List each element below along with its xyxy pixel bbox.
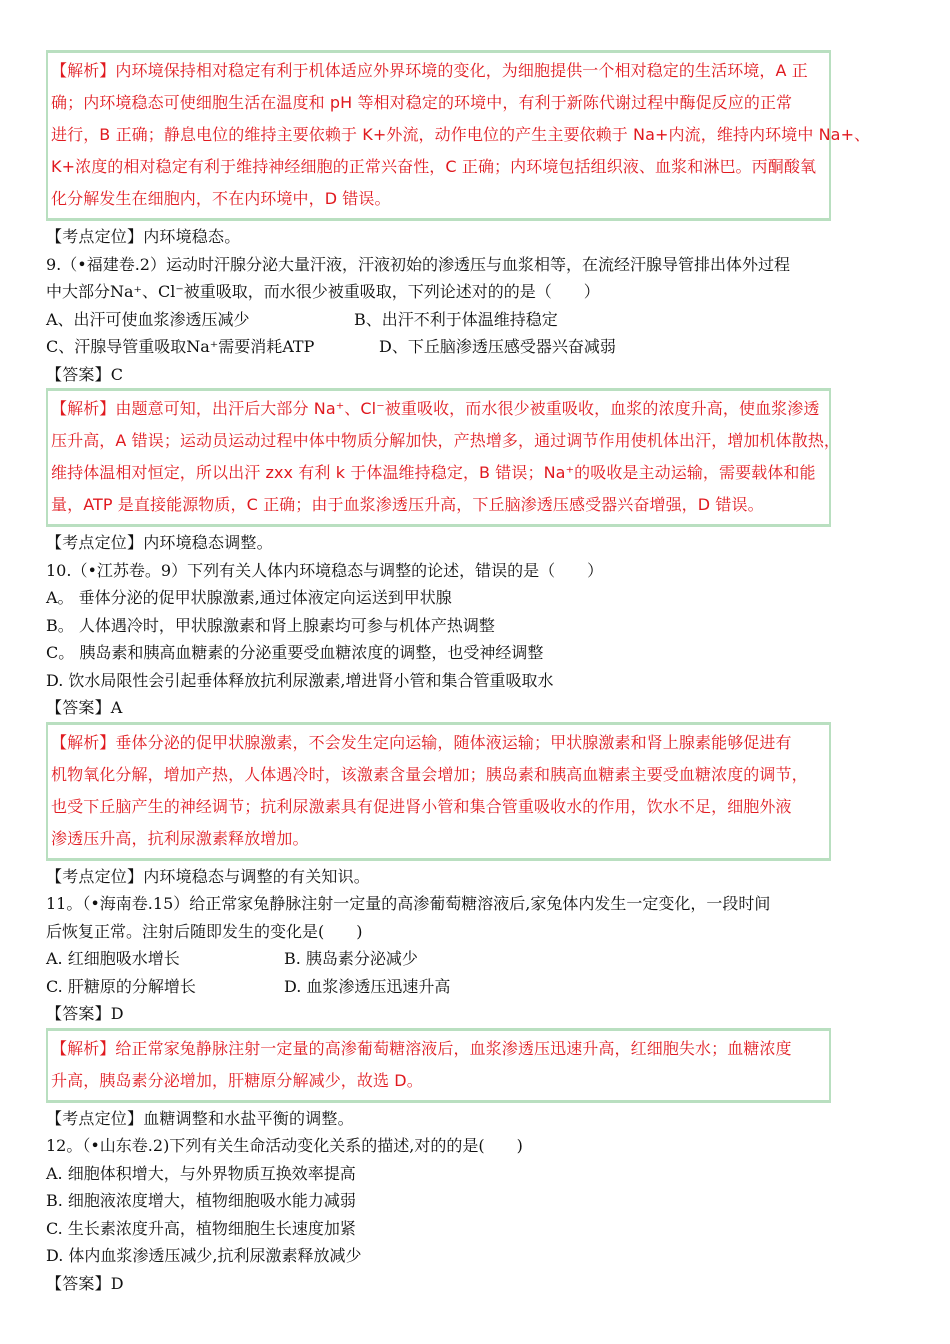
analysis-line: 渗透压升高，抗利尿激素释放增加。 <box>51 828 309 848</box>
analysis-line: 确；内环境稳态可使细胞生活在温度和 pH 等相对稳定的环境中，有利于新陈代谢过程中酶促反应的正常 <box>51 93 793 112</box>
option-a: A. 细胞体积增大，与外界物质互换效率提高 <box>46 1163 356 1183</box>
question-10-stem: 10.（•江苏卷。9）下列有关人体内环境稳态与调整的论述，错误的是（ ） <box>46 560 604 580</box>
analysis-line: 【解析】内环境保持相对稳定有利于机体适应外界环境的变化，为细胞提供一个相对稳定的生活环境，A 正 <box>51 61 808 80</box>
analysis-line: 【解析】给正常家兔静脉注射一定量的高渗葡萄糖溶液后，血浆渗透压迅速升高，红细胞失水；血糖浓度 <box>51 1038 792 1058</box>
option-b: B。 人体遇冷时，甲状腺激素和肾上腺素均可参与机体产热调整 <box>46 615 495 635</box>
answer-q9: 【答案】C <box>46 364 124 384</box>
question-9-options-row <box>46 306 906 334</box>
analysis-line: 机物氧化分解，增加产热，人体遇冷时，该激素含量会增加；胰岛素和胰高血糖素主要受血糖浓度的调节， <box>51 764 808 784</box>
option-a: A、出汗可使血浆渗透压减少 <box>46 309 250 329</box>
option-d: D. 体内血浆渗透压减少,抗利尿激素释放减少 <box>46 1246 362 1265</box>
option-d: D. 饮水局限性会引起垂体释放抗利尿激素,增进肾小管和集合管重吸取水 <box>46 670 554 690</box>
option-b: B. 细胞液浓度增大，植物细胞吸水能力减弱 <box>46 1191 356 1210</box>
analysis-line: 【解析】垂体分泌的促甲状腺激素，不会发生定向运输，随体液运输；甲状腺激素和肾上腺素能够促进有 <box>51 732 792 752</box>
key-point-q9: 【考点定位】内环境稳态调整。 <box>46 533 273 552</box>
document-page <box>46 50 906 1297</box>
analysis-box-q10 <box>46 722 831 861</box>
option-c: C. 生长素浓度升高，植物细胞生长速度加紧 <box>46 1218 356 1238</box>
key-point-q8: 【考点定位】内环境稳态。 <box>46 227 241 246</box>
analysis-line: 也受下丘脑产生的神经调节；抗利尿激素具有促进肾小管和集合管重吸收水的作用，饮水不足，细胞外液 <box>51 796 792 816</box>
option-b: B. 胰岛素分泌减少 <box>284 949 418 968</box>
question-9-stem: 9.（•福建卷.2）运动时汗腺分泌大量汗液，汗液初始的渗透压与血浆相等，在流经汗腺导管排出体外过程 <box>46 254 790 274</box>
key-point-q11: 【考点定位】血糖调整和水盐平衡的调整。 <box>46 1108 354 1128</box>
answer-q12: 【答案】D <box>46 1273 124 1293</box>
question-11-options-row <box>46 945 906 973</box>
option-c: C. 肝糖原的分解增长 <box>46 976 196 996</box>
analysis-box-q8 <box>46 50 871 221</box>
analysis-box-q11 <box>46 1028 831 1103</box>
option-a: A。 垂体分泌的促甲状腺激素,通过体液定向运送到甲状腺 <box>46 588 452 607</box>
option-c: C、汗腺导管重吸取Na⁺需要消耗ATP <box>46 337 315 356</box>
question-11-stem: 后恢复正常。注射后随即发生的变化是( ) <box>46 921 363 941</box>
question-9-options-row <box>46 333 906 361</box>
question-11-stem: 11。（•海南卷.15）给正常家兔静脉注射一定量的高渗葡萄糖溶液后,家兔体内发生一定变化，一段时间 <box>46 894 771 913</box>
analysis-line: 【解析】由题意可知，出汗后大部分 Na⁺、Cl⁻被重吸收，而水很少被重吸收，血浆的浓度升高，使血浆渗透 <box>51 399 820 418</box>
answer-q11: 【答案】D <box>46 1004 124 1023</box>
analysis-line: K+浓度的相对稳定有利于维持神经细胞的正常兴奋性，C 正确；内环境包括组织液、血浆和淋巴。丙酮酸氧 <box>51 157 817 176</box>
option-a: A. 红细胞吸水增长 <box>46 949 180 968</box>
analysis-line: 压升高，A 错误；运动员运动过程中体中物质分解加快，产热增多，通过调节作用使机体出汗，增加机体散热， <box>51 431 841 450</box>
analysis-line: 升高，胰岛素分泌增加，肝糖原分解减少，故选 D。 <box>51 1070 423 1090</box>
analysis-line: 量，ATP 是直接能源物质，C 正确；由于血浆渗透压升高，下丘脑渗透压感受器兴奋增强，D 错误。 <box>51 495 764 514</box>
key-point-q10: 【考点定位】内环境稳态与调整的有关知识。 <box>46 866 371 886</box>
option-d: D. 血浆渗透压迅速升高 <box>284 976 451 996</box>
analysis-box-q9 <box>46 388 841 527</box>
analysis-line: 化分解发生在细胞内，不在内环境中，D 错误。 <box>51 189 391 208</box>
question-12-stem: 12。（•山东卷.2)下列有关生命活动变化关系的描述,对的的是( ) <box>46 1136 523 1155</box>
analysis-line: 维持体温相对恒定，所以出汗 zxx 有利 k 于体温维持稳定，B 错误；Na⁺的吸收是主动运输，需要载体和能 <box>51 463 816 482</box>
question-9-stem: 中大部分Na⁺、Cl⁻被重吸取，而水很少被重吸取，下列论述对的的是（ ） <box>46 282 600 301</box>
option-c: C。 胰岛素和胰高血糖素的分泌重要受血糖浓度的调整，也受神经调整 <box>46 643 544 662</box>
option-b: B、出汗不利于体温维持稳定 <box>354 309 558 329</box>
analysis-line: 进行，B 正确；静息电位的维持主要依赖于 K+外流，动作电位的产生主要依赖于 Na+内流，维持内环境中 Na+、 <box>51 125 871 144</box>
option-d: D、下丘脑渗透压感受器兴奋减弱 <box>379 337 616 356</box>
answer-q10: 【答案】A <box>46 698 123 717</box>
question-11-options-row <box>46 973 906 1001</box>
